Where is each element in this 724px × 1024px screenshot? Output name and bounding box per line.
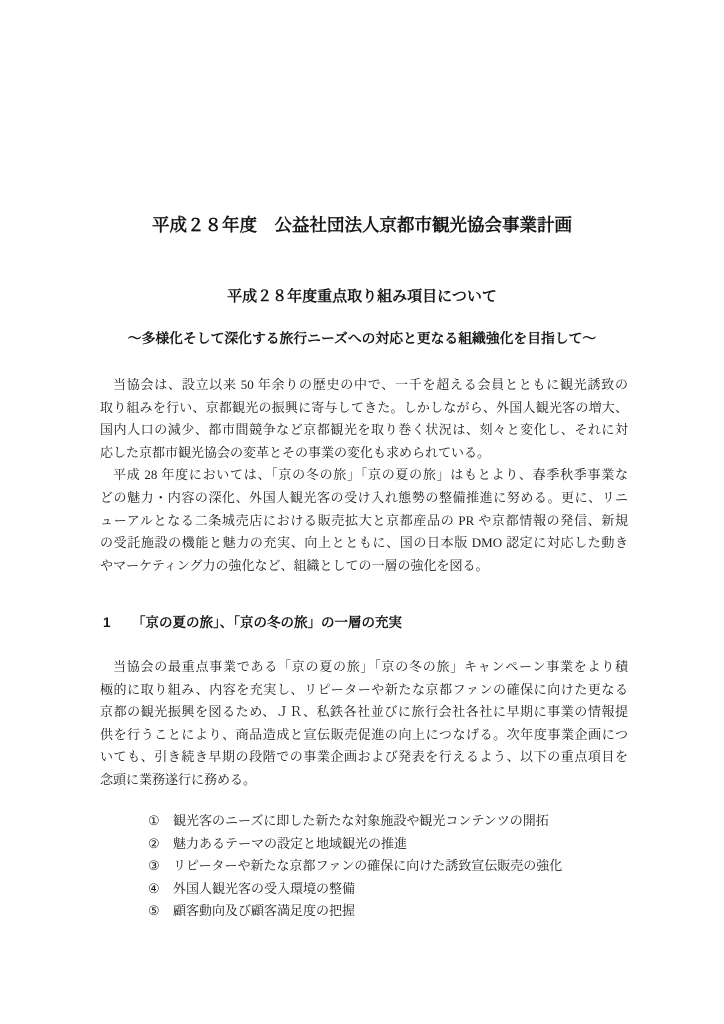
list-item (148, 900, 628, 923)
list-item-marker: ④ (148, 880, 160, 896)
list-item-text: 魅力あるテーマの設定と地域観光の推進 (173, 835, 408, 851)
list-item-text: 外国人観光客の受入環境の整備 (173, 880, 356, 896)
intro-line: 当協会は、設立以来 50 年余りの歴史の中で、一千を超える会員とともに観光誘致の (113, 377, 628, 392)
list-item-text: リピーターや新たな京都ファンの確保に向けた誘致宣伝販売の強化 (173, 858, 563, 874)
section-heading (103, 612, 628, 635)
intro-line: 平成 28 年度においては、「京の冬の旅」「京の夏の旅」はもとより、春季秋季事業な (113, 467, 628, 483)
list-item-marker: ① (148, 813, 160, 828)
intro-line: やマーケティング力の強化など、組織としての一層の強化を図る。 (100, 557, 489, 573)
list-item-text: 顧客動向及び顧客満足度の把握 (173, 903, 356, 919)
section-body-paragraph (100, 656, 628, 792)
list-item-marker: ③ (148, 858, 160, 874)
body-line: 京都の観光振興を図るため、ＪＲ、私鉄各社並びに旅行会社各社に早期に事業の情報提 (100, 704, 628, 720)
intro-paragraphs (100, 374, 628, 577)
intro-line: ューアルとなる二条城売店における販売拡大と京都産品の PR や京都情報の発信、新規 (100, 512, 628, 528)
list-item (148, 810, 628, 833)
priority-item-list (148, 810, 628, 923)
intro-line: どの魅力・内容の深化、外国人観光客の受け入れ態勢の整備推進に努める。更に、リニ (100, 489, 628, 505)
intro-line: の受託施設の機能と魅力の充実、向上とともに、国の日本版 DMO 認定に対応した動き (100, 535, 628, 551)
body-line: いても、引き続き早期の段階での事業企画および発表を行えるよう、以下の重点項目を (100, 749, 628, 765)
document-slogan: ～多様化そして深化する旅行ニーズへの対応と更なる組織強化を目指して～ (127, 331, 597, 346)
section-heading-text: 「京の夏の旅」、「京の冬の旅」の一層の充実 (132, 615, 402, 630)
list-item-text: 観光客のニーズに即した新たな対象施設や観光コンテンツの開拓 (173, 813, 549, 828)
list-item (148, 855, 628, 878)
intro-line: 取り組みを行い、京都観光の振興に寄与してきた。しかしながら、外国人観光客の増大、 (100, 399, 628, 415)
list-item (148, 878, 628, 901)
body-line: 当協会の最重点事業である「京の夏の旅」「京の冬の旅」キャンペーン事業をより積 (113, 659, 628, 674)
intro-line: 国内人口の減少、都市間競争など京都観光を取り巻く状況は、刻々と変化し、それに対 (100, 422, 628, 438)
body-line: 供を行うことにより、商品造成と宣伝販売促進の向上につなげる。次年度事業企画につ (100, 726, 628, 742)
body-line: 極的に取り組み、内容を充実し、リピーターや新たな京都ファンの確保に向けた更なる (100, 681, 628, 697)
document-title: 平成２８年度 公益社団法人京都市観光協会事業計画 (152, 215, 572, 235)
list-item (148, 833, 628, 856)
section-number: 1 (103, 615, 111, 630)
intro-line: 応した京都市観光協会の変革とその事業の変化も求められている。 (100, 444, 491, 460)
list-item-marker: ② (148, 835, 160, 851)
document-subtitle: 平成２８年度重点取り組み項目について (227, 288, 497, 305)
body-line: 念頭に業務遂行に務める。 (100, 771, 257, 787)
list-item-marker: ⑤ (148, 903, 160, 919)
